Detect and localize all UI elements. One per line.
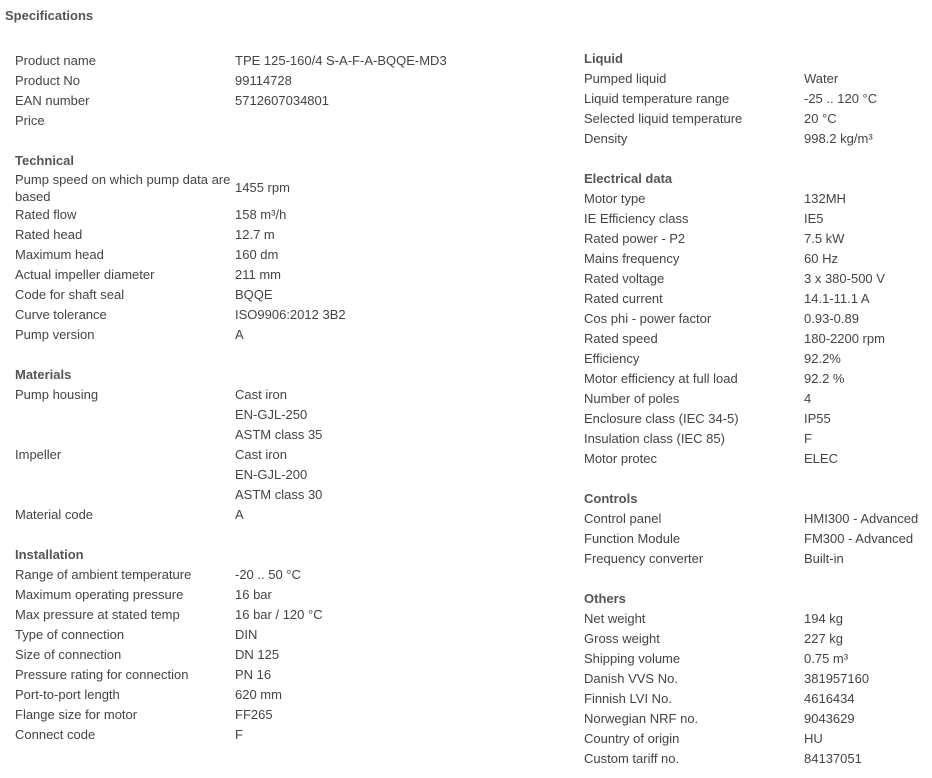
spec-value-line: ASTM class 35 [235,427,323,442]
spec-value: 5712607034801 [235,93,329,108]
spec-row [15,625,565,645]
spec-row [584,69,929,89]
section-heading: Installation [15,547,84,562]
spec-value-line: ASTM class 30 [235,487,323,502]
spec-value: 9043629 [804,711,855,726]
spec-label: Price [15,113,45,128]
spec-label: Motor type [584,191,646,206]
spec-label: Efficiency [584,351,640,366]
spec-value: 998.2 kg/m³ [804,131,873,146]
spec-row [15,285,565,305]
spec-label: Pressure rating for connection [15,667,189,682]
spec-row [584,629,929,649]
spec-value: 211 mm [235,267,281,282]
spec-label: Shipping volume [584,651,681,666]
spec-label: Size of connection [15,647,122,662]
spec-row [15,225,565,245]
section-heading: Electrical data [584,171,673,186]
spec-row [15,725,565,745]
spec-value: DN 125 [235,647,280,662]
spec-label: Density [584,131,628,146]
spec-value: 92.2 % [804,371,845,386]
spec-value: 132MH [804,191,846,206]
spec-section-general [15,51,565,131]
spec-label: Impeller [15,447,62,462]
spec-row [584,309,929,329]
spec-label: Curve tolerance [15,307,107,322]
spec-label: Maximum operating pressure [15,587,184,602]
spec-label: Selected liquid temperature [584,111,743,126]
spec-row [584,269,929,289]
spec-label: Danish VVS No. [584,671,678,686]
spec-value: 3 x 380-500 V [804,271,885,286]
spec-value: HMI300 - Advanced [804,511,919,526]
spec-row [15,325,565,345]
spec-label: Type of connection [15,627,125,642]
spec-label: Flange size for motor [15,707,138,722]
spec-row [584,649,929,669]
spec-label: Mains frequency [584,251,680,266]
spec-row [15,445,565,505]
spec-label: Number of poles [584,391,680,406]
spec-label: Port-to-port length [15,687,120,702]
spec-value: 194 kg [804,611,844,626]
spec-label: Material code [15,507,94,522]
spec-label: Gross weight [584,631,660,646]
spec-row [584,229,929,249]
spec-label: Maximum head [15,247,104,262]
spec-value: BQQE [235,287,273,302]
spec-row [15,685,565,705]
spec-section-technical [15,151,565,345]
spec-label: Cos phi - power factor [584,311,712,326]
spec-value: ELEC [804,451,838,466]
spec-row [584,389,929,409]
spec-row [584,669,929,689]
spec-label: EAN number [15,93,90,108]
spec-row [584,249,929,269]
spec-value: 99114728 [235,73,292,88]
spec-value: ISO9906:2012 3B2 [235,307,346,322]
spec-value: A [235,327,244,342]
spec-value: F [804,431,812,446]
spec-section-liquid [584,49,929,149]
spec-label: Connect code [15,727,96,742]
spec-value-line: Cast iron [235,387,288,402]
spec-row [15,71,565,91]
spec-label: Product No [15,73,81,88]
spec-label: Liquid temperature range [584,91,730,106]
spec-value: 92.2% [804,351,841,366]
spec-value: F [235,727,243,742]
section-heading: Technical [15,153,75,168]
spec-value: 0.93-0.89 [804,311,859,326]
spec-label: Pump housing [15,387,99,402]
spec-row [584,689,929,709]
spec-value: Water [804,71,839,86]
spec-label: Pump speed on which pump data are based [15,172,231,204]
spec-label: IE Efficiency class [584,211,689,226]
section-heading: Others [584,591,626,606]
spec-value: -25 .. 120 °C [804,91,878,106]
spec-row [584,509,929,529]
spec-row [584,109,929,129]
spec-value: Built-in [804,551,844,566]
spec-row [15,605,565,625]
spec-value: TPE 125-160/4 S-A-F-A-BQQE-MD3 [235,53,447,68]
spec-value: PN 16 [235,667,272,682]
spec-row [584,429,929,449]
spec-row [15,645,565,665]
spec-label: Rated current [584,291,663,306]
spec-value: 14.1-11.1 A [804,291,870,306]
spec-value: FM300 - Advanced [804,531,914,546]
spec-label: Range of ambient temperature [15,567,192,582]
spec-value: 620 mm [235,687,282,702]
spec-value [235,385,322,445]
spec-section-others [584,589,929,769]
spec-label: Insulation class (IEC 85) [584,431,725,446]
spec-row [15,245,565,265]
spec-value: 84137051 [804,751,862,766]
specs-right-column [584,49,929,769]
spec-value: 7.5 kW [804,231,845,246]
spec-label: Custom tariff no. [584,751,680,766]
spec-row [15,111,565,131]
spec-value: 16 bar [235,587,272,602]
spec-value: 0.75 m³ [804,651,849,666]
spec-row [15,385,565,445]
specs-left-column [15,51,565,745]
spec-row [15,505,565,525]
spec-row [15,171,565,205]
spec-value: -20 .. 50 °C [235,567,301,582]
spec-value: 4616434 [804,691,855,706]
spec-row [584,329,929,349]
spec-value: 158 m³/h [235,207,287,222]
spec-row [15,51,565,71]
spec-value: 180-2200 rpm [804,331,885,346]
spec-row [584,189,929,209]
spec-label: Net weight [584,611,646,626]
spec-section-installation [15,545,565,745]
spec-value: IP55 [804,411,831,426]
spec-label: Norwegian NRF no. [584,711,699,726]
spec-label: Rated head [15,227,83,242]
spec-row [584,409,929,429]
spec-label: Function Module [584,531,681,546]
page-title: Specifications [5,8,94,23]
spec-label: Product name [15,53,96,68]
spec-value: 4 [804,391,812,406]
spec-row [584,449,929,469]
spec-label: Motor protec [584,451,657,466]
spec-row [584,529,929,549]
spec-label: Motor efficiency at full load [584,371,738,386]
spec-value-line: EN-GJL-250 [235,407,308,422]
spec-value: 381957160 [804,671,870,686]
spec-label: Finnish LVI No. [584,691,672,706]
section-heading: Controls [584,491,638,506]
spec-row [584,709,929,729]
spec-label: Rated voltage [584,271,665,286]
spec-label: Pumped liquid [584,71,667,86]
spec-value-line: Cast iron [235,447,288,462]
spec-row [584,729,929,749]
spec-row [584,609,929,629]
spec-value: IE5 [804,211,824,226]
spec-section-materials [15,365,565,525]
spec-row [15,205,565,225]
spec-row [15,265,565,285]
spec-row [15,565,565,585]
spec-value: FF265 [235,707,273,722]
spec-label: Country of origin [584,731,680,746]
spec-label: Code for shaft seal [15,287,125,302]
spec-label: Rated flow [15,207,77,222]
spec-row [15,665,565,685]
spec-label: Rated power - P2 [584,231,686,246]
spec-label: Pump version [15,327,95,342]
spec-value: 16 bar / 120 °C [235,607,323,622]
spec-value: 1455 rpm [235,180,290,195]
spec-row [584,129,929,149]
spec-row [15,91,565,111]
spec-value: 20 °C [804,111,837,126]
spec-section-controls [584,489,929,569]
spec-label: Max pressure at stated temp [15,607,180,622]
spec-value: 160 dm [235,247,279,262]
spec-row [584,289,929,309]
spec-row [15,305,565,325]
section-heading: Materials [15,367,72,382]
spec-value: 60 Hz [804,251,838,266]
section-heading: Liquid [584,51,623,66]
spec-value: DIN [235,627,258,642]
spec-label: Enclosure class (IEC 34-5) [584,411,739,426]
spec-row [584,349,929,369]
spec-row [15,585,565,605]
spec-label: Frequency converter [584,551,704,566]
spec-value: A [235,507,244,522]
spec-row [584,549,929,569]
spec-label: Actual impeller diameter [15,267,155,282]
spec-row [15,705,565,725]
spec-value: 12.7 m [235,227,275,242]
spec-row [584,749,929,769]
spec-value: 227 kg [804,631,844,646]
spec-value: HU [804,731,823,746]
spec-label: Rated speed [584,331,658,346]
spec-row [584,89,929,109]
spec-row [584,209,929,229]
spec-value-line: EN-GJL-200 [235,467,308,482]
spec-value [235,445,322,505]
spec-section-electrical-data [584,169,929,469]
spec-label: Control panel [584,511,662,526]
spec-row [584,369,929,389]
